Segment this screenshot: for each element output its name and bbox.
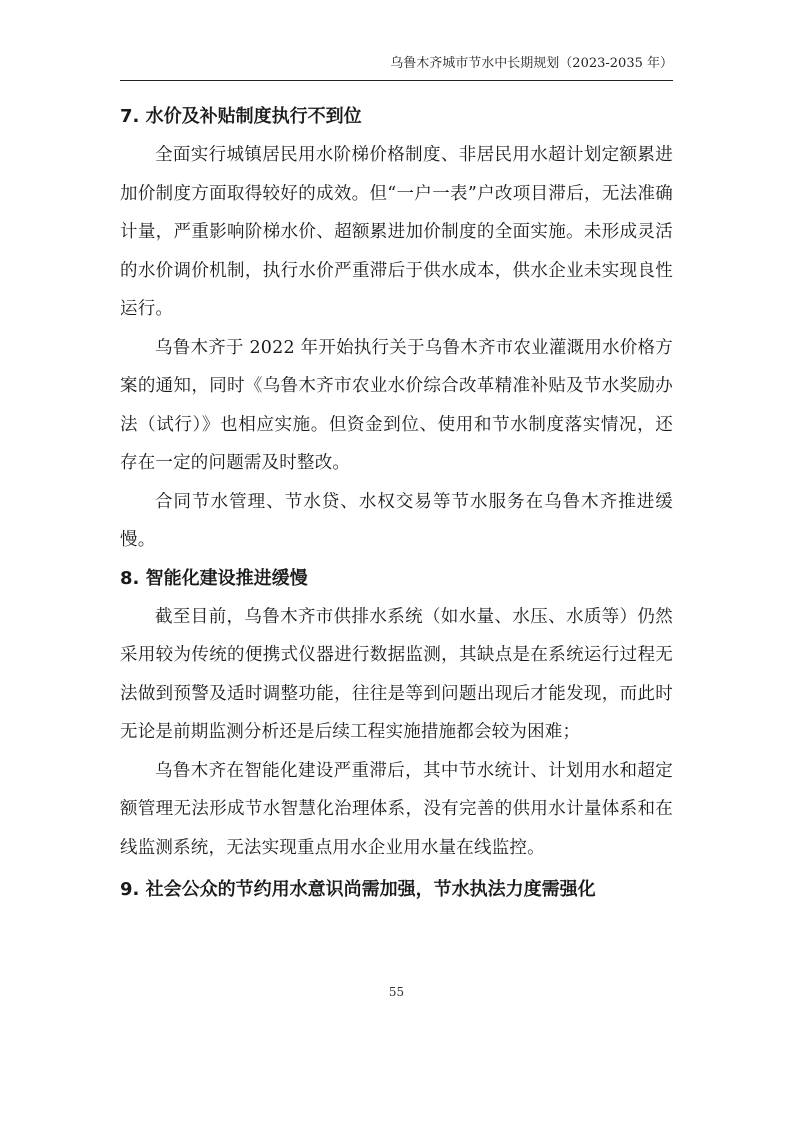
document-body [120,98,673,909]
section-heading: 7. 水价及补贴制度执行不到位 [120,106,362,127]
paragraph: 乌鲁木齐于 2022 年开始执行关于乌鲁木齐市农业灌溉用水价格方案的通知，同时《乌鲁木齐市农业水价综合改革精准补贴及节水奖励办法（试行）》也相应实施。但资金到位、使用和节水制度落实情况，还存在一定的问题需及时整改。 [120,337,673,473]
paragraph: 截至目前，乌鲁木齐市供排水系统（如水量、水压、水质等）仍然采用较为传统的便携式仪器进行数据监测，其缺点是在系统运行过程无法做到预警及适时调整功能，往往是等到问题出现后才能发现，而此时无论是前期监测分析还是后续工程实施措施都会较为困难； [120,606,673,742]
section-public-awareness [120,871,673,909]
paragraph: 全面实行城镇居民用水阶梯价格制度、非居民用水超计划定额累进加价制度方面取得较好的成效。但“一户一表”户改项目滞后，无法准确计量，严重影响阶梯水价、超额累进加价制度的全面实施。未形成灵活的水价调价机制，执行水价严重滞后于供水成本，供水企业未实现良性运行。 [120,145,673,319]
section-heading: 9. 社会公众的节约用水意识尚需加强，节水执法力度需强化 [120,879,596,900]
running-header: 乌鲁木齐城市节水中长期规划（2023-2035 年） [390,56,673,71]
paragraph: 乌鲁木齐在智能化建设严重滞后，其中节水统计、计划用水和超定额管理无法形成节水智慧化治理体系，没有完善的供用水计量体系和在线监测系统，无法实现重点用水企业用水量在线监控。 [120,760,673,858]
page-number: 55 [388,985,405,999]
section-water-price [120,98,673,560]
section-smart-construction [120,560,673,868]
paragraph: 合同节水管理、节水贷、水权交易等节水服务在乌鲁木齐推进缓慢。 [120,491,673,550]
section-heading: 8. 智能化建设推进缓慢 [120,567,308,589]
header-divider [120,80,673,81]
